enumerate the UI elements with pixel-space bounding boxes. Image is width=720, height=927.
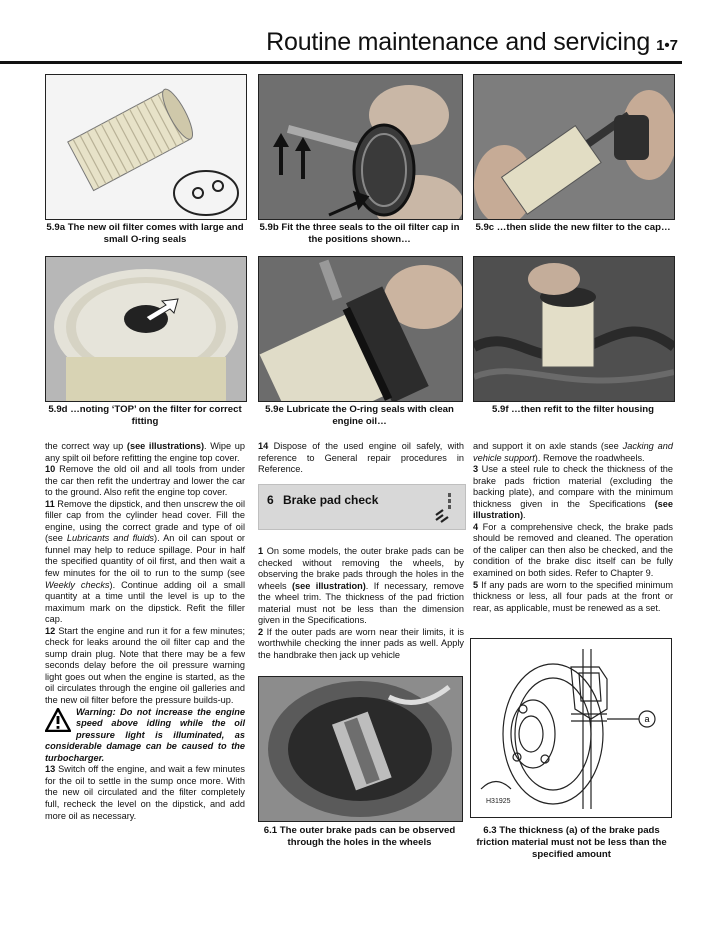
caption-5-9f: 5.9f …then refit to the filter housing (491, 404, 655, 415)
caption-5-9a: 5.9a The new oil filter comes with large and small O-ring seals (46, 222, 244, 245)
text-column-3 (473, 441, 673, 614)
page-number: 1•7 (656, 37, 678, 54)
caption-6-1: 6.1 The outer brake pads can be observed through the holes in the wheels (263, 825, 456, 848)
paragraph-12: 12 Start the engine and run it for a few minutes; check for leaks around the oil filter cap and the sump drain plug. Note that there may be a few seconds delay before the oil pressure warning light goes out when the engine is started, as the oil circulates through the engine oil galleries and the new oil filter before the pressure builds-up. (45, 625, 245, 706)
warning-triangle-icon (45, 708, 71, 732)
caption-5-9b: 5.9b Fit the three seals to the oil filter cap in the positions shown… (259, 222, 460, 245)
filter-top-photo (45, 256, 247, 402)
paragraph-6-5: 5 If any pads are worn to the specified minimum thickness or less, all four pads at the front or rear, as applicable, must be renewed as a set. (473, 579, 673, 613)
brake-disc-diagram (470, 638, 672, 818)
lubricate-seal-photo (258, 256, 463, 402)
diagram-code: H31925 (486, 798, 511, 805)
caption-5-9d: 5.9d …noting ‘TOP’ on the filter for correct fitting (48, 404, 242, 427)
caption-5-9c: 5.9c …then slide the new filter to the cap… (475, 222, 671, 233)
paragraph-14: 14 Dispose of the used engine oil safely, with reference to General repair procedures in Reference. (258, 441, 464, 475)
paragraph-continued: the correct way up (see illustrations). Wipe up any spilt oil before refitting the engine top cover. (45, 441, 245, 463)
oil-filter-photo (45, 74, 247, 220)
paragraph-6-3: 3 Use a steel rule to check the thickness of the brake pads friction material (excluding the backing plate), and compare with the minimum thickness given in the Specifications (see illustration). (473, 464, 673, 521)
filter-cap-photo (258, 74, 463, 220)
text-column-1 (45, 441, 245, 822)
filter-slide-photo (473, 74, 675, 220)
paragraph-6-2: 2 If the outer pads are worn near their limits, it is worthwhile checking the inner pads as well. Apply the handbrake then jack up vehicle (258, 626, 464, 660)
header-rule (0, 61, 682, 64)
paragraph-11: 11 Remove the dipstick, and then unscrew the oil filler cap from the cylinder head cover. Fill the engine, using the correct grade and type of oil (see Lubricants and fluids). An oil can spout or funnel may help to reduce spillage. Pour in half the specified quantity of oil first, and then wait a few minutes for the oil to run to the sump (see Weekly checks). Continue adding oil a small quantity at a time until the level is up to the maximum mark on the dipstick. Refit the filler cap. (45, 498, 246, 625)
paragraph-10: 10 Remove the old oil and all tools from under the car then refit the undertray and lower the car to the ground. Also refit the engine top cover. (45, 464, 245, 498)
section-heading-box (258, 484, 466, 530)
paragraph-6-4: 4 For a comprehensive check, the brake pads should be removed and cleaned. The operation of the caliper can then also be checked, and the condition of the brake disc itself can be fully examined on both sides. Refer to Chapter 9. (473, 521, 673, 579)
section-number: 6 (267, 493, 274, 507)
page-title: Routine maintenance and servicing (266, 28, 651, 56)
paragraph-13: 13 Switch off the engine, and wait a few minutes for the oil to settle in the sump once more. With the new oil circulated and the filter completely full, recheck the level on the dipstick, and add more oil as necessary. (45, 764, 245, 821)
difficulty-spanner-icon (433, 491, 457, 525)
brake-pad-wheel-photo (258, 676, 463, 822)
caption-6-3: 6.3 The thickness (a) of the brake pads friction material must not be less than the specified amount (476, 825, 667, 860)
warning-block: Warning: Do not increase the engine speed above idling while the oil pressure light is illuminated, as considerable damage can be caused to the turbocharger. (45, 706, 245, 763)
paragraph-6-2-continued: and support it on axle stands (see Jacking and vehicle support). Remove the roadwheels. (473, 441, 673, 463)
diagram-label-a: a (644, 714, 650, 724)
section-title: Brake pad check (283, 493, 379, 507)
text-column-2 (258, 546, 464, 661)
paragraph-6-1: 1 On some models, the outer brake pads can be checked without removing the wheels, by observing the brake pads through the holes in the wheels (see illustration). If necessary, remove the wheel trim. The thickness of the pad friction material must not be less than the dimension given in the Specifications. (258, 546, 464, 626)
filter-housing-photo (473, 256, 675, 402)
page-header (266, 28, 678, 57)
text-column-2-top (258, 441, 464, 476)
caption-5-9e: 5.9e Lubricate the O-ring seals with clean engine oil… (265, 404, 454, 427)
